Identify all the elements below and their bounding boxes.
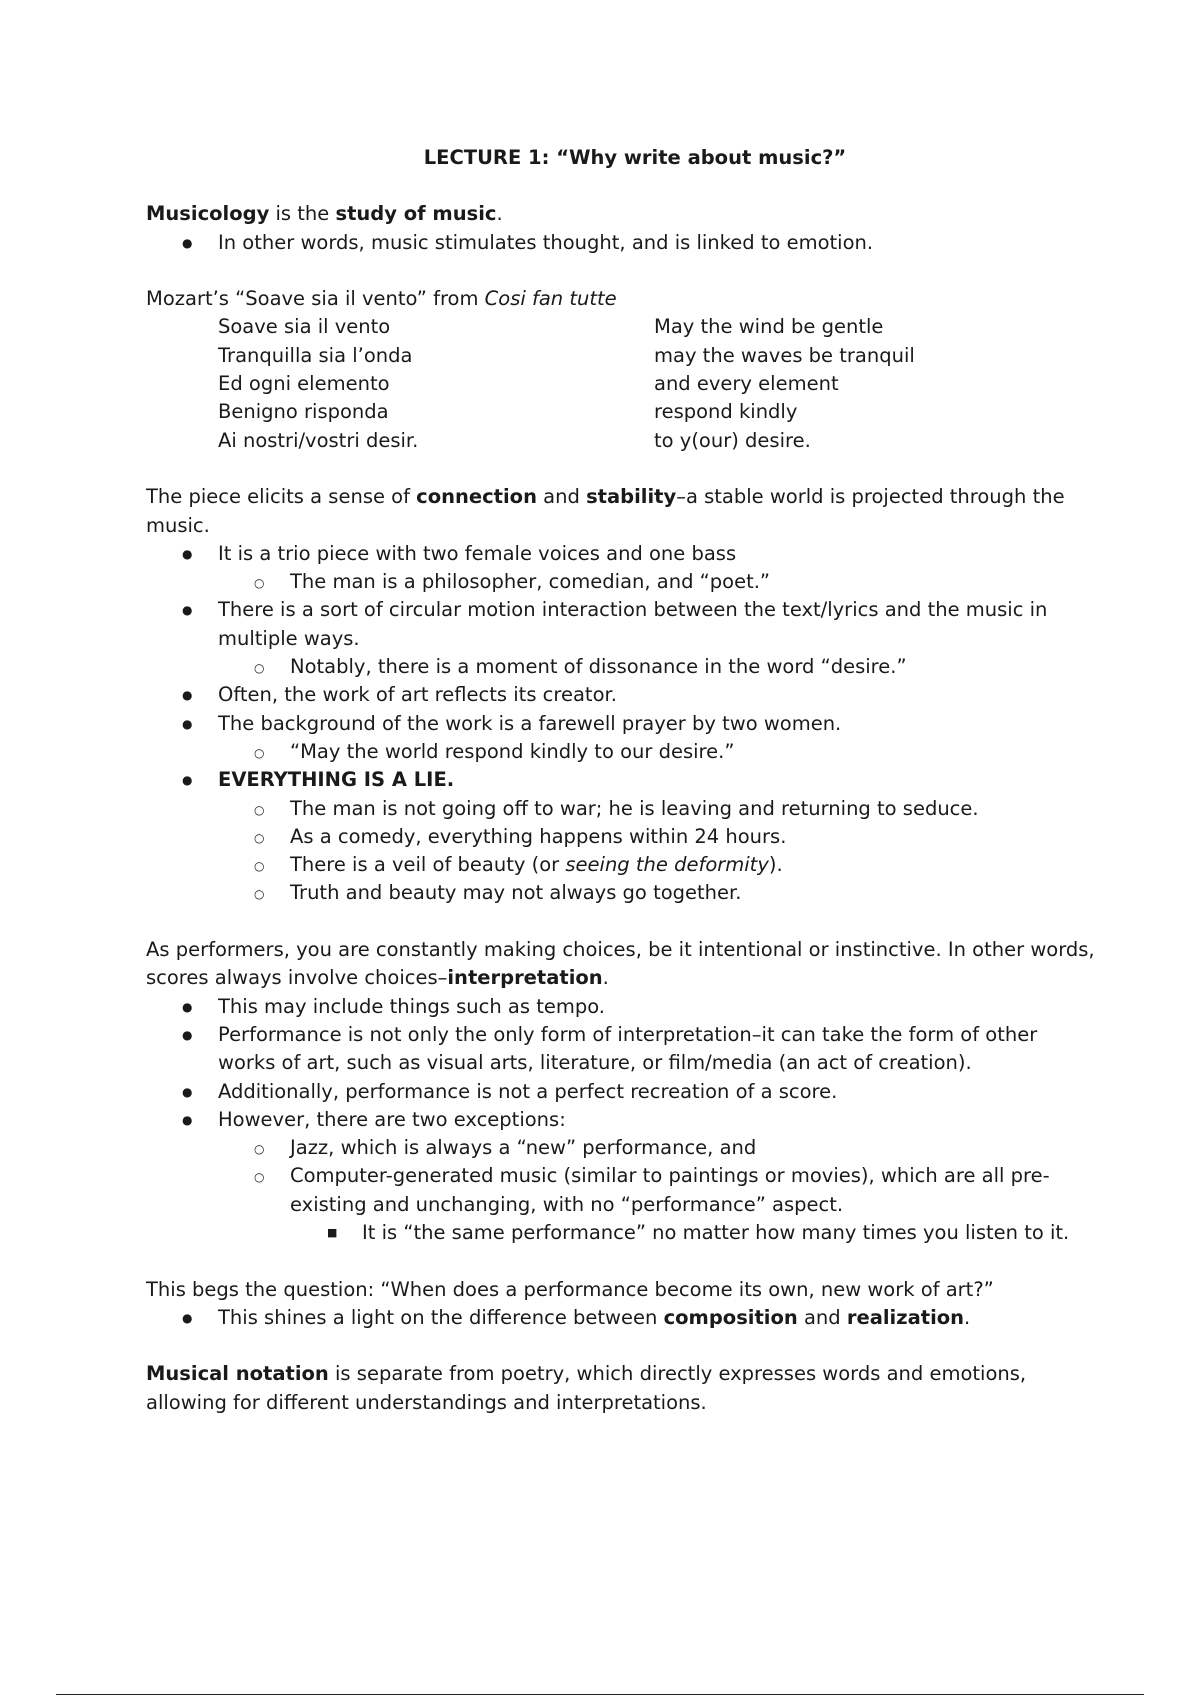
text-span: The piece elicits a sense of — [146, 485, 417, 509]
page-bottom-rule — [56, 1694, 1144, 1695]
term-stability: stability — [586, 485, 677, 509]
lyric-english: respond kindly — [654, 400, 798, 424]
text-span: It is a trio piece with two female voices and one bass — [218, 541, 737, 565]
text-span: ). — [768, 853, 783, 877]
term-realization: realization — [846, 1305, 965, 1329]
list-item — [146, 540, 1096, 597]
list-item — [218, 1134, 1096, 1247]
lyric-english: and every element — [654, 372, 839, 396]
list-item: ○ Jazz, which is always a “new” performance, and — [218, 1134, 1096, 1162]
list-item — [146, 596, 1096, 681]
text-span: . — [964, 1305, 971, 1329]
list-item — [218, 851, 1096, 879]
text-span: is the — [269, 202, 336, 226]
list-item: ● Additionally, performance is not a perfect recreation of a score. — [146, 1078, 1096, 1106]
list-item: ● In other words, music stimulates thought, and is linked to emotion. — [146, 229, 1096, 257]
text-span: . — [602, 966, 609, 990]
term-composition: composition — [663, 1305, 798, 1329]
lyrics-table — [146, 313, 1096, 454]
musicology-bullets — [146, 229, 1096, 257]
question-bullets — [146, 1304, 1096, 1332]
lecture-title: LECTURE 1: “Why write about music?” — [423, 146, 847, 169]
text-span: . — [496, 202, 503, 226]
opera-title: Cosi fan tutte — [484, 287, 617, 311]
list-item: ● This may include things such as tempo. — [146, 993, 1096, 1021]
question-paragraph: This begs the question: “When does a performance become its own, new work of art?” — [146, 1277, 994, 1301]
text-span: There is a veil of beauty (or — [290, 853, 566, 877]
lyric-english: May the wind be gentle — [654, 315, 884, 339]
term-musicology: Musicology — [146, 202, 270, 226]
text-span: The background of the work is a farewell prayer by two women. — [218, 711, 842, 735]
term-musical-notation: Musical notation — [146, 1362, 329, 1386]
text-span: and — [536, 485, 587, 509]
text-span: As performers, you are constantly making choices, be it intentional or instinctive. In other words, scores always involve choices– — [146, 938, 1095, 990]
document-page — [146, 144, 1096, 1417]
text-span: This shines a light on the difference between — [218, 1305, 664, 1329]
everything-is-a-lie: EVERYTHING IS A LIE. — [218, 768, 455, 792]
list-item: ■ It is “the same performance” no matter how many times you listen to it. — [290, 1219, 1096, 1247]
list-item: ● Often, the work of art reflects its creator. — [146, 681, 1096, 709]
list-item — [146, 710, 1096, 767]
list-item — [146, 766, 1096, 907]
mozart-heading — [146, 285, 1096, 313]
list-item: ○ Truth and beauty may not always go together. — [218, 879, 1096, 907]
list-item: ○ The man is not going off to war; he is leaving and returning to seduce. — [218, 795, 1096, 823]
list-item — [146, 1106, 1096, 1247]
list-item: ○ “May the world respond kindly to our desire.” — [218, 738, 1096, 766]
list-item: ○ The man is a philosopher, comedian, and “poet.” — [218, 568, 1096, 596]
list-item: ○ As a comedy, everything happens within 24 hours. — [218, 823, 1096, 851]
term-connection: connection — [416, 485, 537, 509]
lyric-english: to y(our) desire. — [654, 428, 811, 452]
list-item — [218, 1162, 1096, 1247]
text-span: Mozart’s “Soave sia il vento” from — [146, 287, 485, 311]
term-study-of-music: study of music — [335, 202, 497, 226]
text-span: There is a sort of circular motion interaction between the text/lyrics and the music in multiple ways. — [218, 598, 1048, 650]
text-span: is separate from poetry, which directly expresses words and emotions, allowing for different understandings and interpretations. — [146, 1362, 1027, 1414]
notation-paragraph — [146, 1360, 1096, 1417]
list-item — [290, 1219, 1096, 1247]
list-item: ● Performance is not only the only form of interpretation–it can take the form of other works of art, such as visual arts, literature, or film/media (an act of creation). — [146, 1021, 1096, 1078]
performers-paragraph — [146, 936, 1096, 993]
piece-bullets — [146, 540, 1096, 908]
list-item — [218, 738, 1096, 766]
text-span: However, there are two exceptions: — [218, 1107, 566, 1131]
musicology-paragraph — [146, 200, 1096, 228]
lyric-italian: Ed ogni elemento — [218, 372, 390, 396]
term-interpretation: interpretation — [447, 966, 603, 990]
lyric-italian: Benigno risponda — [218, 400, 389, 424]
lyric-italian: Soave sia il vento — [218, 315, 391, 339]
interpretation-bullets — [146, 993, 1096, 1248]
lyric-italian: Tranquilla sia l’onda — [218, 343, 413, 367]
list-item — [218, 568, 1096, 596]
list-item: ○ Notably, there is a moment of dissonance in the word “desire.” — [218, 653, 1096, 681]
text-span: and — [797, 1305, 847, 1329]
text-span: seeing the deformity — [565, 853, 769, 877]
list-item — [146, 1304, 1096, 1332]
lyric-english: may the waves be tranquil — [654, 343, 915, 367]
list-item — [218, 653, 1096, 681]
text-span: –a stable world is projected through the music. — [146, 485, 1065, 537]
connection-paragraph — [146, 483, 1096, 540]
list-item — [218, 795, 1096, 908]
lyric-italian: Ai nostri/vostri desir. — [218, 428, 419, 452]
text-span: Computer-generated music (similar to paintings or movies), which are all pre-existing and unchanging, with no “performance” aspect. — [290, 1164, 1050, 1216]
